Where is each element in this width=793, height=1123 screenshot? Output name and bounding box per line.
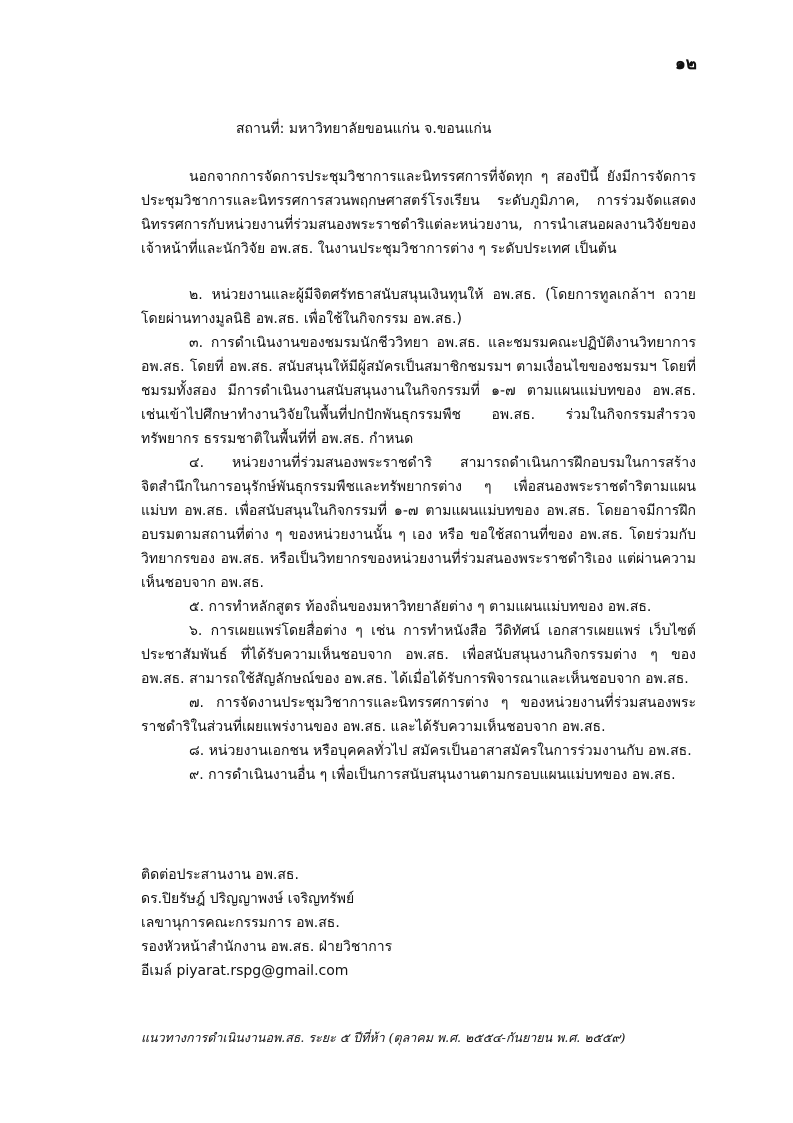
intro-paragraph: นอกจากการจัดการประชุมวิชาการและนิทรรศการที่จัดทุก ๆ สองปีนี้ ยังมีการจัดการประชุมวิชาการและนิทรรศการสวนพฤกษศาสตร์โรงเรียน ระดับภูมิภาค, การร่วมจัดแสดงนิทรรศการกับหน่วยงานที่ร่วมสนองพระราชดำริแต่ละหน่วยงาน, การนำเสนอผลงานวิจัยของเจ้าหน้าที่และนักวิจัย อพ.สธ. ในงานประชุมวิชาการต่าง ๆ ระดับประเทศ เป็นต้น (141, 169, 696, 257)
item-2-paragraph: ๒. หน่วยงานและผู้มีจิตศรัทธาสนับสนุนเงินทุนให้ อพ.สธ. (โดยการทูลเกล้าฯ ถวาย โดยผ่านทางมูลนิธิ อพ.สธ. เพื่อใช้ในกิจกรรม อพ.สธ.) (141, 287, 696, 327)
page-number: ๑๒ (675, 54, 697, 74)
item-6-paragraph: ๖. การเผยแพร่โดยสื่อต่าง ๆ เช่น การทำหนังสือ วีดิทัศน์ เอกสารเผยแพร่ เว็บไซต์ประชาสัมพันธ์ ที่ได้รับความเห็นชอบจาก อพ.สธ. เพื่อสนับสนุนงานกิจกรรมต่าง ๆ ของ อพ.สธ. สามารถใช้สัญลักษณ์ของ อพ.สธ. ได้เมื่อได้รับการพิจารณาและเห็นชอบจาก อพ.สธ. (141, 623, 696, 687)
item-5-paragraph: ๕. การทำหลักสูตร ท้องถิ่นของมหาวิทยาลัยต่าง ๆ ตามแผนแม่บทของ อพ.สธ. (189, 599, 652, 615)
body-content (141, 165, 696, 787)
contact-position: เลขานุการคณะกรรมการ อพ.สธ. (141, 915, 340, 931)
contact-block (141, 863, 392, 983)
page-footer: แนวทางการดำเนินงานอพ.สธ. ระยะ ๕ ปีที่ห้า (ตุลาคม พ.ศ. ๒๕๕๔-กันยายน พ.ศ. ๒๕๕๙) (141, 1030, 626, 1045)
item-3-paragraph: ๓. การดำเนินงานของชมรมนักชีววิทยา อพ.สธ. และชมรมคณะปฏิบัติงานวิทยาการ อพ.สธ. โดยที่ อพ.สธ. สนับสนุนให้มีผู้สมัครเป็นสมาชิกชมรมฯ ตามเงื่อนไขของชมรมฯ โดยที่ชมรมทั้งสอง มีการดำเนินงานสนับสนุนงานในกิจกรรมที่ ๑-๗ ตามแผนแม่บทของ อพ.สธ. เช่นเข้าไปศึกษาทำงานวิจัยในพื้นที่ปกปักพันธุกรรมพืช อพ.สธ. ร่วมในกิจกรรมสำรวจทรัพยากร ธรรมชาติในพื้นที่ที่ อพ.สธ. กำหนด (141, 335, 696, 447)
item-4-paragraph: ๔. หน่วยงานที่ร่วมสนองพระราชดำริ สามารถดำเนินการฝึกอบรมในการสร้างจิตสำนึกในการอนุรักษ์พันธุกรรมพืชและทรัพยากรต่าง ๆ เพื่อสนองพระราชดำริตามแผนแม่บท อพ.สธ. เพื่อสนับสนุนในกิจกรรมที่ ๑-๗ ตามแผนแม่บทของ อพ.สธ. โดยอาจมีการฝึกอบรมตามสถานที่ต่าง ๆ ของหน่วยงานนั้น ๆ เอง หรือ ขอใช้สถานที่ของ อพ.สธ. โดยร่วมกับวิทยากรของ อพ.สธ. หรือเป็นวิทยากรของหน่วยงานที่ร่วมสนองพระราชดำริเอง แต่ผ่านความเห็นชอบจาก อพ.สธ. (141, 455, 696, 591)
contact-heading: ติดต่อประสานงาน อพ.สธ. (141, 867, 299, 883)
contact-person-name: ดร.ปิยรัษฎ์ ปริญญาพงษ์ เจริญทรัพย์ (141, 891, 355, 907)
item-7-paragraph: ๗. การจัดงานประชุมวิชาการและนิทรรศการต่าง ๆ ของหน่วยงานที่ร่วมสนองพระราชดำริในส่วนที่เผยแพร่งานของ อพ.สธ. และได้รับความเห็นชอบจาก อพ.สธ. (141, 695, 696, 735)
item-8-paragraph: ๘. หน่วยงานเอกชน หรือบุคคลทั่วไป สมัครเป็นอาสาสมัครในการร่วมงานกับ อพ.สธ. (189, 743, 692, 759)
location-line: สถานที่: มหาวิทยาลัยขอนแก่น จ.ขอนแก่น (236, 121, 492, 137)
contact-email: อีเมล์ piyarat.rspg@gmail.com (141, 963, 349, 979)
contact-office-role: รองหัวหน้าสำนักงาน อพ.สธ. ฝ่ายวิชาการ (141, 939, 393, 955)
item-9-paragraph: ๙. การดำเนินงานอื่น ๆ เพื่อเป็นการสนับสนุนงานตามกรอบแผนแม่บทของ อพ.สธ. (189, 767, 676, 783)
